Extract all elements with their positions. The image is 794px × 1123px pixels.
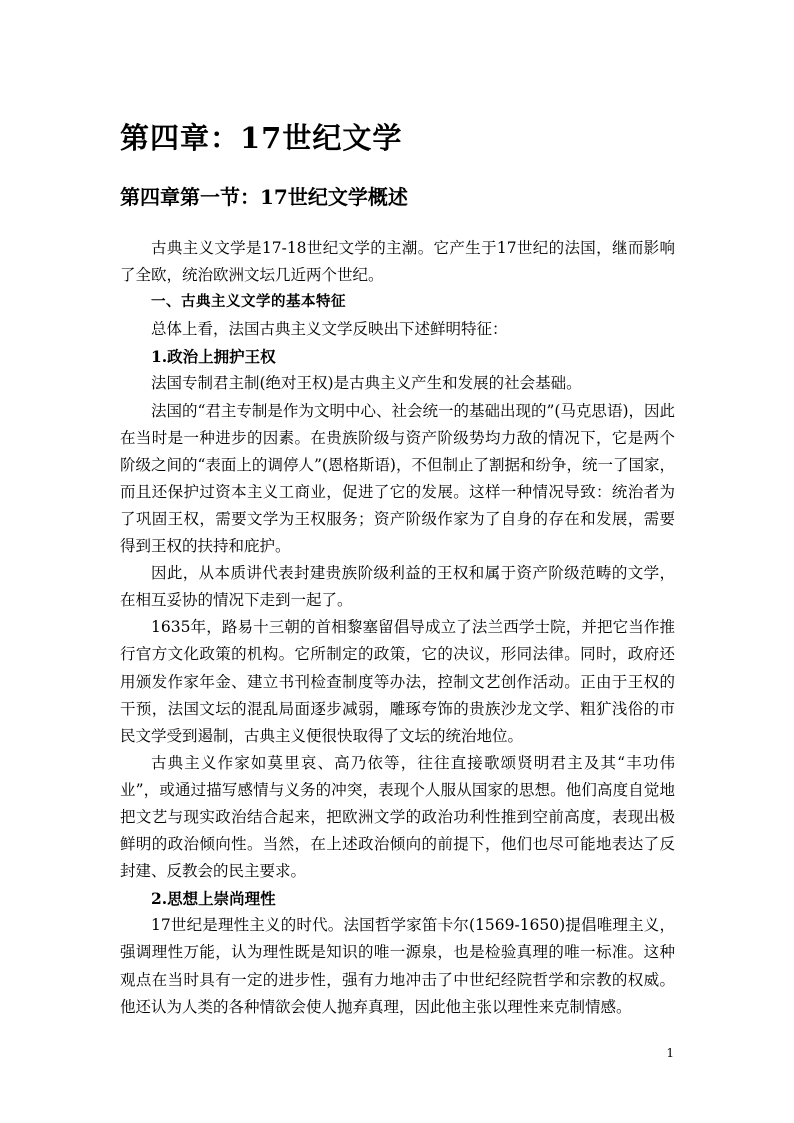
- paragraph: 1635年，路易十三朝的首相黎塞留倡导成立了法兰西学士院，并把它当作推行官方文化政策的机构。它所制定的政策，它的决议，形同法律。同时，政府还用颁发作家年金、建立书刊检查制度等办法，控制文艺创作活动。正由于王权的干预，法国文坛的混乱局面逐步减弱，雕琢夸饰的贵族沙龙文学、粗犷浅俗的市民文学受到遏制，古典主义便很快取得了文坛的统治地位。: [120, 618, 675, 745]
- paragraph: 17世纪是理性主义的时代。法国哲学家笛卡尔(1569-1650)提倡唯理主义，强调理性万能，认为理性既是知识的唯一源泉，也是检验真理的唯一标准。这种观点在当时具有一定的进步性，强有力地冲击了中世纪经院哲学和宗教的权威。他还认为人类的各种情欲会使人抛弃真理，因此他主张以理性来克制情感。: [120, 916, 675, 1016]
- paragraph: 总体上看，法国古典主义文学反映出下述鲜明特征：: [151, 320, 508, 339]
- page-number: 1: [666, 1046, 674, 1060]
- paragraph: 古典主义文学是17-18世纪文学的主潮。它产生于17世纪的法国，继而影响了全欧，统治欧洲文坛几近两个世纪。: [120, 239, 675, 285]
- section-title: 第四章第一节：17世纪文学概述: [120, 185, 408, 209]
- paragraph: 法国专制君主制(绝对王权)是古典主义产生和发展的社会基础。: [151, 374, 582, 393]
- subsection-heading: 1.政治上拥护王权: [151, 347, 276, 367]
- subsection-heading: 2.思想上崇尚理性: [151, 889, 276, 909]
- paragraph: 古典主义作家如莫里哀、高乃依等，往往直接歌颂贤明君主及其“丰功伟业”，或通过描写感情与义务的冲突，表现个人服从国家的思想。他们高度自觉地把文艺与现实政治结合起来，把欧洲文学的政治功利性推到空前高度，表现出极鲜明的政治倾向性。当然，在上述政治倾向的前提下，他们也尽可能地表达了反封建、反教会的民主要求。: [120, 753, 675, 881]
- section-heading: 一、古典主义文学的基本特征: [151, 294, 346, 311]
- chapter-title: 第四章：17世纪文学: [120, 121, 403, 155]
- paragraph: 因此，从本质讲代表封建贵族阶级利益的王权和属于资产阶级范畴的文学，在相互妥协的情况下走到一起了。: [120, 564, 675, 610]
- body-text: [120, 235, 675, 1021]
- paragraph: 法国的“君主专制是作为文明中心、社会统一的基础出现的”(马克思语)，因此在当时是一种进步的因素。在贵族阶级与资产阶级势均力敌的情况下，它是两个阶级之间的“表面上的调停人”(恩格斯语)，不但制止了割据和纷争，统一了国家，而且还保护过资本主义工商业，促进了它的发展。这样一种情况导致：统治者为了巩固王权，需要文学为王权服务；资产阶级作家为了自身的存在和发展，需要得到王权的扶持和庇护。: [120, 401, 675, 556]
